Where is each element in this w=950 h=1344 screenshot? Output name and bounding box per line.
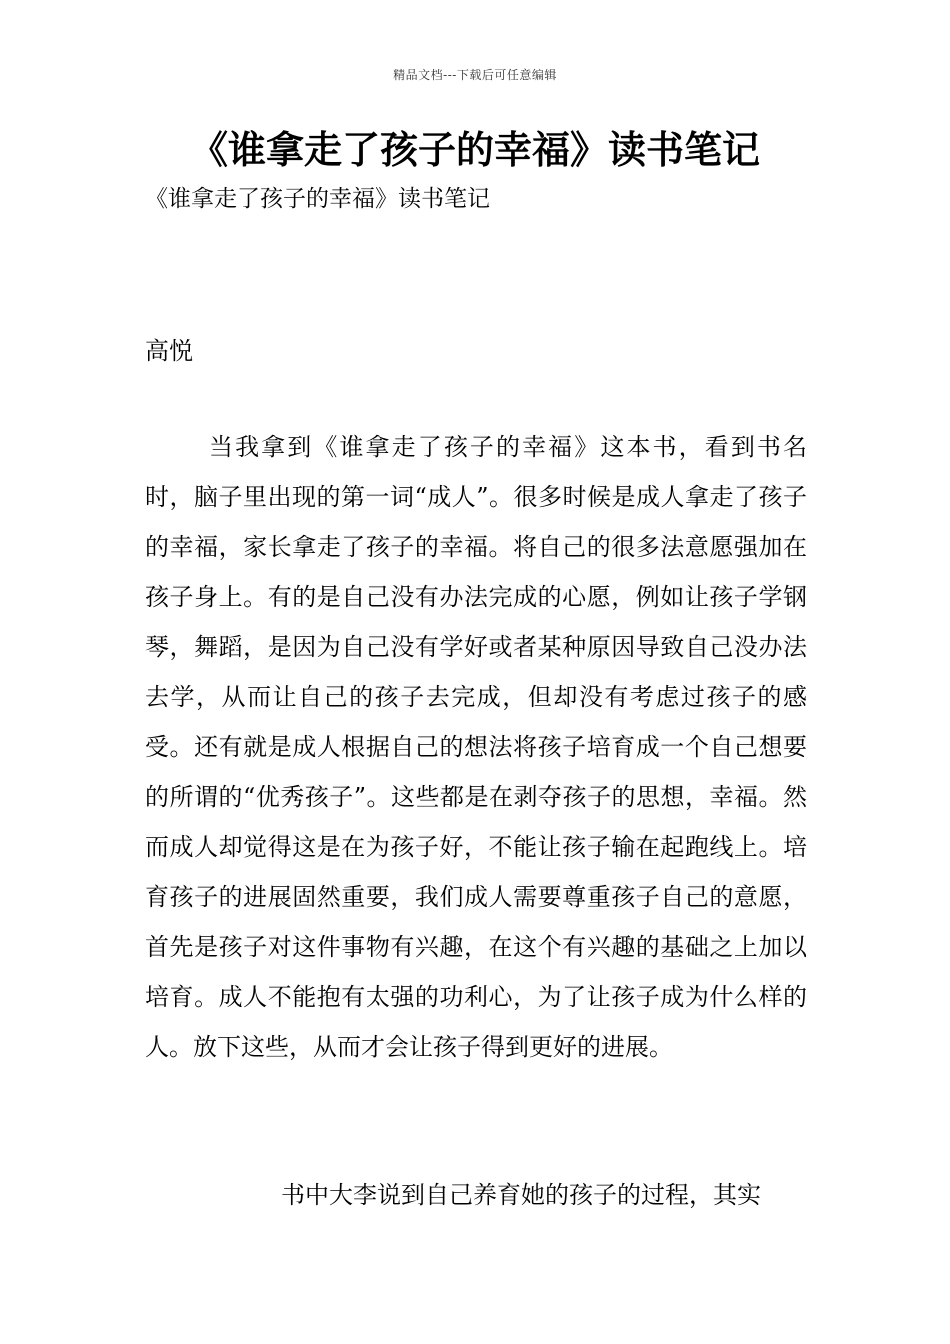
body-paragraph-2: 书中大李说到自己养育她的孩子的过程，其实 xyxy=(281,1181,761,1209)
page-header-note: 精品文档---下载后可任意编辑 xyxy=(393,68,557,82)
document-title: 《谁拿走了孩子的幸福》读书笔记 xyxy=(189,128,760,172)
document-subtitle: 《谁拿走了孩子的幸福》读书笔记 xyxy=(145,186,490,212)
author-name: 高悦 xyxy=(145,337,193,365)
body-paragraph-1: 当我拿到《谁拿走了孩子的幸福》这本书，看到书名时，脑子里出现的第一词“成人”。很多时候是成人拿走了孩子的幸福，家长拿走了孩子的幸福。将自己的很多法意愿强加在孩子身上。有的是自己没有办法完成的心愿，例如让孩子学钢琴，舞蹈，是因为自己没有学好或者某种原因导致自己没办法去学，从而让自己的孩子去完成，但却没有考虑过孩子的感受。还有就是成人根据自己的想法将孩子培育成一个自己想要的所谓的“优秀孩子”。这些都是在剥夺孩子的思想，幸福。然而成人却觉得这是在为孩子好，不能让孩子输在起跑线上。培育孩子的进展固然重要，我们成人需要尊重孩子自己的意愿，首先是孩子对这件事物有兴趣，在这个有兴趣的基础之上加以培育。成人不能抱有太强的功利心，为了让孩子成为什么样的人。放下这些，从而才会让孩子得到更好的进展。 xyxy=(145,433,807,1061)
